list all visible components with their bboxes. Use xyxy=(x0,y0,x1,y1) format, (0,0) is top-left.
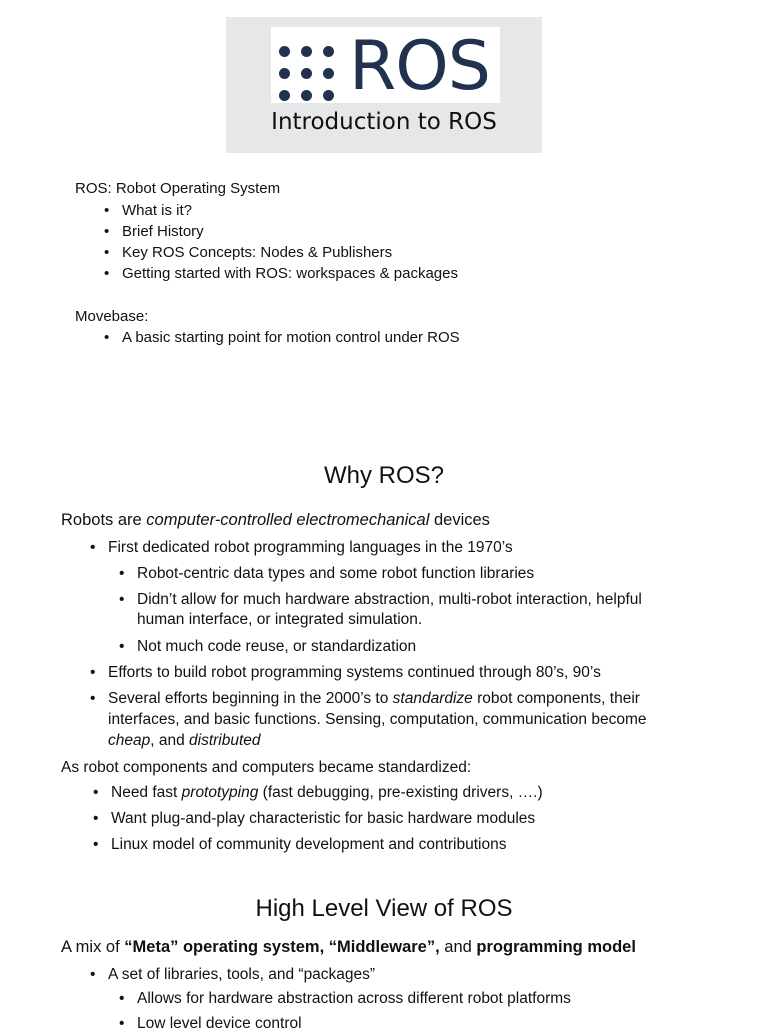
title-banner xyxy=(226,17,542,153)
why-ros-subbullet: • Robot-centric data types and some robot function libraries xyxy=(137,563,534,584)
standardized-bullet: • Linux model of community development and contributions xyxy=(111,834,506,855)
high-level-heading: High Level View of ROS xyxy=(255,895,513,922)
why-ros-bullet: • Efforts to build robot programming systems continued through 80’s, 90’s xyxy=(108,662,601,683)
why-ros-subbullet-cont: human interface, or integrated simulation. xyxy=(137,611,423,628)
why-ros-bullet: • First dedicated robot programming languages in the 1970’s xyxy=(108,537,513,558)
why-ros-bullet-cont: interfaces, and basic functions. Sensing, computation, communication become xyxy=(108,711,647,728)
outline-item: • Key ROS Concepts: Nodes & Publishers xyxy=(122,242,392,263)
outline-ros-heading: ROS: Robot Operating System xyxy=(75,180,281,197)
high-level-subbullet: • Low level device control xyxy=(137,1013,302,1034)
ros-dots-icon xyxy=(279,46,337,104)
outline-item: • A basic starting point for motion control under ROS xyxy=(122,327,460,348)
high-level-intro: A mix of “Meta” operating system, “Middleware”, and programming model xyxy=(61,938,636,956)
outline-movebase-heading: Movebase: xyxy=(75,308,149,325)
ros-logo xyxy=(271,27,500,106)
why-ros-subbullet: • Not much code reuse, or standardization xyxy=(137,636,416,657)
why-ros-subbullet: • Didn’t allow for much hardware abstraction, multi-robot interaction, helpful xyxy=(137,589,642,610)
outline-item: • Brief History xyxy=(122,221,204,242)
logo-wordmark: ROS xyxy=(349,27,490,106)
standardized-intro: As robot components and computers became standardized: xyxy=(61,759,472,776)
why-ros-bullet: • Several efforts beginning in the 2000’s to standardize robot components, their xyxy=(108,688,640,709)
standardized-bullet: • Want plug-and-play characteristic for basic hardware modules xyxy=(111,808,535,829)
why-ros-intro: Robots are computer-controlled electromechanical devices xyxy=(61,511,490,529)
outline-item: • What is it? xyxy=(122,200,192,221)
high-level-bullet: • A set of libraries, tools, and “packages” xyxy=(108,964,375,985)
page-title: Introduction to ROS xyxy=(271,109,497,135)
high-level-subbullet: • Allows for hardware abstraction across different robot platforms xyxy=(137,988,571,1009)
why-ros-bullet-cont: cheap, and distributed xyxy=(108,732,261,749)
standardized-bullet: • Need fast prototyping (fast debugging, pre-existing drivers, ….) xyxy=(111,782,543,803)
why-ros-heading: Why ROS? xyxy=(323,462,445,489)
outline-item: • Getting started with ROS: workspaces & packages xyxy=(122,263,458,284)
